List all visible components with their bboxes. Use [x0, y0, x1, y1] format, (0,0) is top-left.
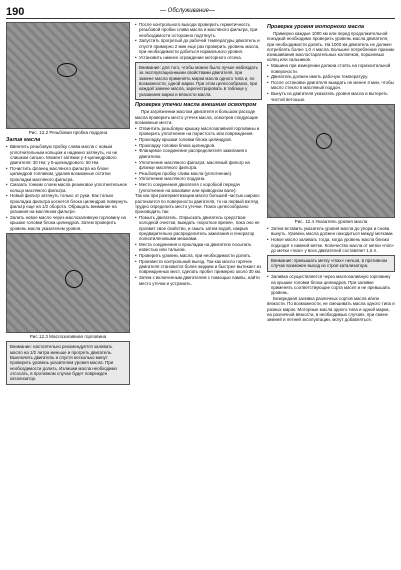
section-title-oil-fill: Залив масла — [6, 137, 41, 144]
column-middle — [135, 22, 262, 286]
note-box — [267, 255, 395, 272]
column-left — [6, 22, 130, 387]
photo3-caption: Рис. 12.4 Указатель уровня масла — [294, 218, 368, 224]
list-item: • Резьбовую пробку слива масла (уплотнение). — [135, 171, 262, 176]
photo-oil-pan-plug — [6, 22, 130, 129]
paragraph: Так как при разгерметизации масло большей частью широко растекается по поверхности двигателя, то на первый взгляд трудно определить место утечки. Поиск целесообразно производить так: — [135, 193, 260, 215]
note-text: Внимание: настоятельно рекомендуется заливать масло на 1/2 литра меньше и прогреть двигатель. Выключить двигатель и спустя несколько минут проверить уровень указателем уровня масла. При необходимости долить. Излишки масла необходимо отсосать, в противном случае будет поврежден катализатор. — [10, 344, 117, 382]
list-item: • Новый фильтр затянуть только от руки. Как только прокладка фильтра коснется блока цилиндров повернуть фильтр еще на 1/2 оборота. Обращать внимание на указания на масляном фильтре. — [6, 193, 130, 214]
list-item: • Затем с включенным двигателем с помощью лампы, найти место утечки и устранить. — [135, 275, 262, 286]
list-item: • Новое масло заливать тогда, когда уровень масла близко подходит к нижней метке. Количество масла от метки «min» до метки «max» у всех двигателей составляет 1,5 л. — [267, 237, 395, 253]
list-item: • Помыть двигатель. Опрыскать двигатель средством холодной очистки, выждать «короткое время», пока оно не проявит свое свойство, и смыть затем водой, накрыв предварительно распределитель зажигания и генератор полиэтиленовыми мешками. — [135, 215, 262, 241]
column-right — [267, 22, 395, 323]
list-item: • Вынуть из двигателя указатель уровня масла и вытереть чистой ветошью. — [267, 91, 395, 102]
list-item: • Смазать тонким слоем масла резиновое уплотнительное кольцо масляного фильтра. — [6, 182, 130, 193]
list-item: • Отвинтить резьбовую крышку маслозаливной горловины и проверить уплотнение на пористость или повреждения. — [135, 126, 262, 137]
note-box — [6, 341, 130, 385]
photo2-caption: Рис.12.3 Маслозаливная горловина — [29, 334, 107, 340]
list-item: • Место соединения двигателя с коробкой передач (уплотнение на маховике или приводном вале). — [135, 182, 262, 193]
photo-oil-filler — [6, 233, 130, 333]
section-title-oil-level: Проверка уровня моторного масла — [267, 24, 364, 30]
photo1-caption: Рис. 12.2 Резьбовая пробка поддона — [28, 130, 108, 135]
list-item: • Ввинтить резьбовую пробку слива масла с новым уплотнительным кольцом и надежно затянуть, но не слишком сильно. Момент затяжки у 4-цилиндрового двигателя: 30 Нм; у 5-цилиндрового: 50 Нм. — [6, 144, 130, 165]
paragraph: Примерно каждые 1000 км или перед продолжительной поездкой необходимо проверить уровень масла двигателя, при необходимости долить. На 1000 км двигатель не должен потреблять более 1,0 л масла. Большее потребление признак изнашивания маслостарательных колпачков, поршневых колец или сальников. — [267, 31, 395, 63]
list-item: • Уплотнение масляного поддона. — [135, 176, 262, 181]
page-number: 190 — [6, 6, 25, 18]
list-item: • Запустить прогретый до рабочей температуры двигатель и спустя примерно 2 мин еще раз проверить уровень масла, при необходимости добиться нормального уровня. — [135, 38, 262, 54]
list-item: • Залить новое масло через маслозаливную горловину на крышке головки блока цилиндров. Затем проверить уровень масла указателем уровня. — [6, 215, 130, 231]
list-item: • Уплотнение масляного фильтра: масляный фильтр на фланце масляного фильтра. — [135, 160, 262, 171]
list-item: • Фланцевое соединение распределителя зажигания к двигателю. — [135, 148, 262, 159]
dipstick-marker — [316, 133, 332, 149]
list-item: • Машина при измерении должна стоять на горизонтальной поверхности. — [267, 63, 395, 74]
list-item: • Прокладку головки блока цилиндров. — [135, 143, 262, 148]
list-item: • Установить нижнее ограждение моторного отсека. — [135, 55, 262, 60]
list-item: • Места соединения и прокладки на двигателе посыпать известью или тальком. — [135, 242, 262, 253]
list-item: • После контрольного выхода проверить герметичность резьбовой пробки слива масла и масляного фильтра, при необходимости осторожно подтянуть. — [135, 22, 262, 38]
list-item: • Затем вставить указатель уровня масла до упора и снова вынуть. Уровень масла должен находиться между метками. — [267, 226, 395, 237]
list-item: • Проверить уровень масла, при необходимости долить. — [135, 253, 262, 258]
note-text: Внимание: превышать метку «max» нельзя, в противном случае возможен выход из строя катализатора. — [271, 258, 388, 269]
list-item: • Заливка осуществляется через маслозаливную горловину на крышке головки блока цилиндров. При заливке применять соответствующие сорта масел и не превышать уровень. — [267, 274, 395, 295]
photo-dipstick — [267, 104, 395, 218]
list-item: • Прокладку крышки головки блока цилиндров. — [135, 137, 262, 142]
paragraph: Безвредная заливка различных сортов масла и/или вязкости. По возможности, не смешивать масла одного типа и разных марок. Моторные масла одного типа и одной марки, на различной вязкости, в необходимых случаях, при смене зимней и летней эксплуатации, могут добавляться. — [267, 295, 395, 323]
header-rule — [6, 18, 395, 19]
list-item: • После остановки двигателя выждать не менее 3 мин, чтобы масло стекло в масляный поддон. — [267, 80, 395, 91]
paragraph: При загрязнении маслом двигателя и большом расходе масла проверить место утечек масла, осмотрев следующие возможные места: — [135, 109, 259, 125]
running-header: — Обслуживание— — [160, 8, 215, 14]
plug-marker — [57, 63, 77, 77]
list-item: • Двигатель должен иметь рабочую температуру. — [267, 74, 395, 79]
note-box — [135, 62, 262, 100]
filler-marker — [65, 270, 83, 288]
list-item: • Произвести контрольный выезд. Так как масло горячее двигателя становится более жидким и быстрее вытекает из поврежденных мест, сделать пробег примерно около 30 км. — [135, 259, 262, 275]
note-text: Внимание: для того, чтобы можно было лучше наблюдать за эксплуатационными свойствами двигателя, при замене масла применять марки масла одного типа и, по возможности, одной марки. При этом целесообразно, при каждой замене масла, зарегистрировать в таблице у указанием марки и вязкости масла. — [139, 65, 258, 97]
section-title-leak-check: Проверка утечки масла внешним осмотром — [135, 102, 257, 109]
list-item: • Почистить фланец масляного фильтра на блоке цилиндров топливом, удалив возможные остатки прокладки масляного фильтра. — [6, 166, 130, 182]
